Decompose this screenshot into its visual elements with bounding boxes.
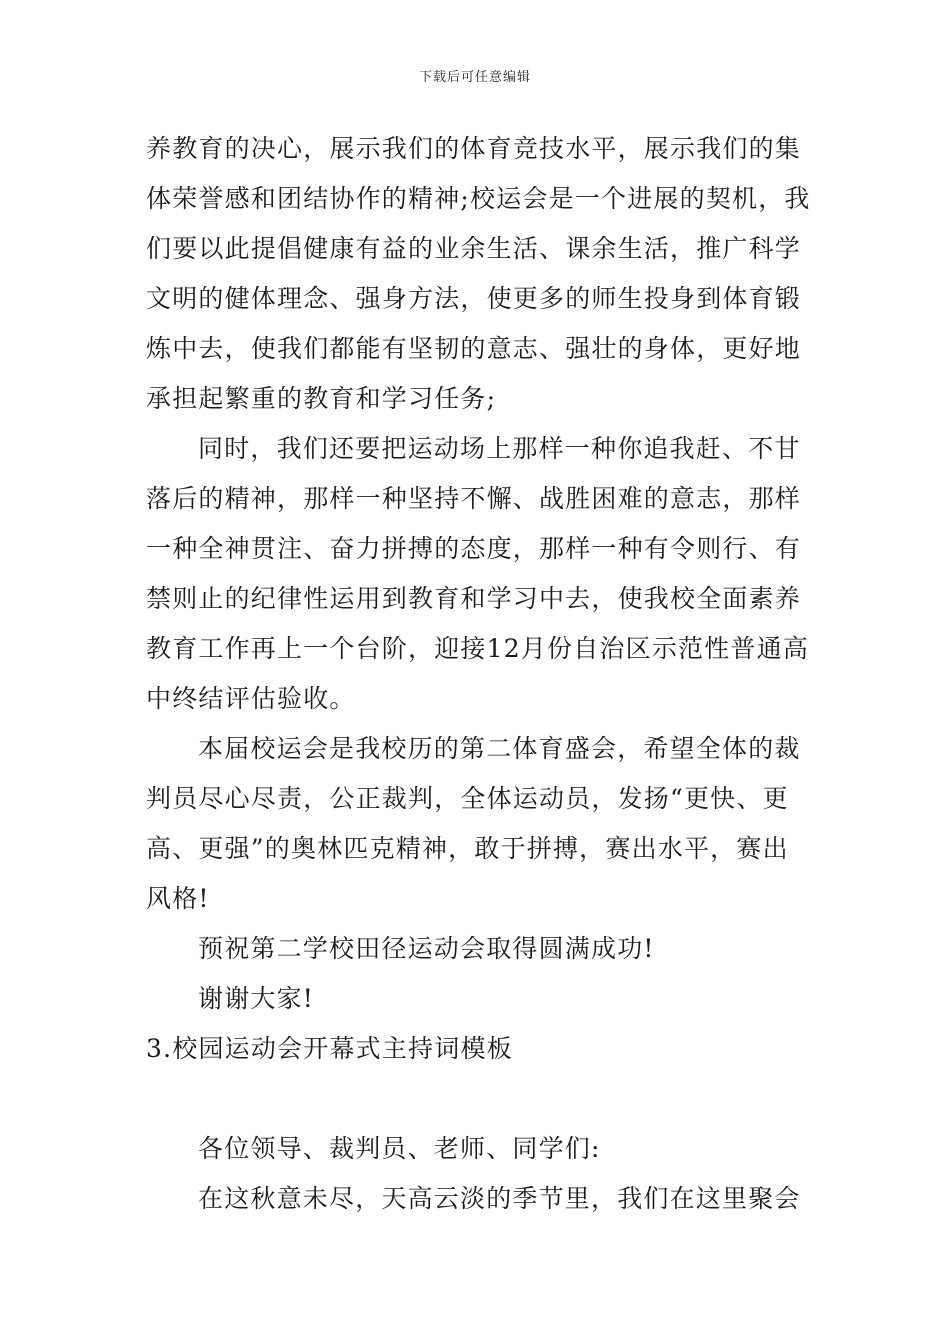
text-line: 本届校运会是我校历的第二体育盛会，希望全体的裁: [198, 734, 801, 763]
text-line: 中终结评估验收。: [146, 684, 356, 713]
section-heading: 3.校园运动会开幕式主持词模板: [146, 1034, 513, 1063]
text-line: 各位领导、裁判员、老师、同学们:: [198, 1134, 601, 1163]
text-line: 预祝第二学校田径运动会取得圆满成功!: [198, 934, 655, 963]
text-line: 禁则止的纪律性运用到教育和学习中去，使我校全面素养: [146, 584, 802, 613]
text-line: 判员尽心尽责，公正裁判，全体运动员，发扬“更快、更: [146, 784, 789, 813]
text-line: 文明的健体理念、强身方法，使更多的师生投身到体育锻: [146, 284, 802, 313]
text-line: 一种全神贯注、奋力拼搏的态度，那样一种有令则行、有: [146, 534, 802, 563]
text-line: 在这秋意未尽，天高云淡的季节里，我们在这里聚会: [198, 1184, 801, 1213]
text-line: 养教育的决心，展示我们的体育竞技水平，展示我们的集: [146, 134, 802, 163]
text-line: 炼中去，使我们都能有坚韧的意志、强壮的身体，更好地: [146, 334, 802, 363]
text-line: 承担起繁重的教育和学习任务;: [146, 384, 497, 413]
blank-line: [146, 1074, 816, 1124]
text-line: 风格!: [146, 884, 210, 913]
text-line: 同时，我们还要把运动场上那样一种你追我赶、不甘: [198, 434, 801, 463]
text-line: 谢谢大家!: [198, 984, 315, 1013]
text-line: 落后的精神，那样一种坚持不懈、战胜困难的意志，那样: [146, 484, 802, 513]
text-line: 体荣誉感和团结协作的精神;校运会是一个进展的契机，我: [146, 184, 811, 213]
text-line: 们要以此提倡健康有益的业余生活、课余生活，推广科学: [146, 234, 802, 263]
text-line: 教育工作再上一个台阶，迎接12月份自治区示范性普通高: [146, 634, 810, 663]
text-line: 高、更强”的奥林匹克精神，敢于拼搏，赛出水平，赛出: [146, 834, 789, 863]
page-header: 下载后可任意编辑: [418, 70, 531, 85]
document-body: [146, 124, 816, 1224]
